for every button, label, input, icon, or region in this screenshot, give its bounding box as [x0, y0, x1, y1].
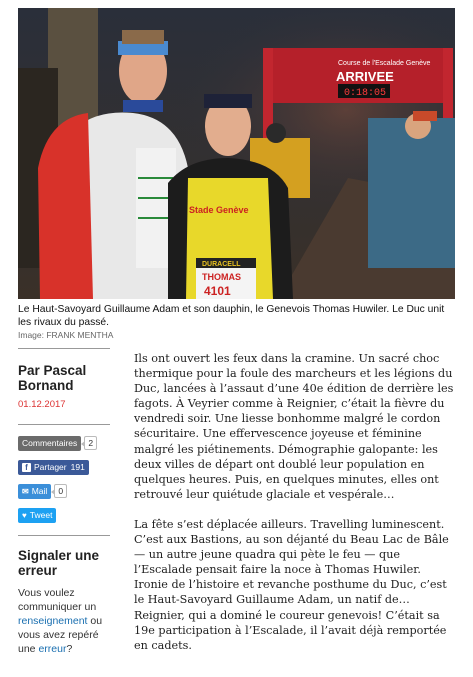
tweet-button[interactable] [18, 508, 56, 523]
comments-button[interactable]: Commentaires [18, 436, 81, 451]
timer-text: 0:18:05 [344, 88, 387, 99]
mail-button[interactable] [18, 484, 51, 499]
publish-date: 01.12.2017 [18, 399, 66, 410]
article-paragraph: La fête s’est déplacée ailleurs. Travelling luminescent. C’est aux Bastions, au son déjanté du Beau Lac de Bâle — un autre jeune quadra qui pète le feu — que l’Escalade pensait faire la noce à Thomas Huwiler. Ironie de l’histoire et revanche posthume du Duc, c’est le Haut-Savoyard Guillaume Adam, un natif de… Reignier, qui a dominé le coureur genevois! C’était sa 19e participation à l’Escalade, il l’avait déjà remportée en cadets. [134, 517, 449, 652]
bib-brand-text: DURACELL [202, 261, 241, 268]
sidebar-divider [18, 348, 110, 349]
photo-credit: Image: FRANK MENTHA [18, 330, 114, 340]
facebook-share-button[interactable] [18, 460, 89, 475]
comments-row [18, 435, 110, 451]
tweet-label: Tweet [29, 510, 53, 520]
article-paragraph: Ils ont ouvert les feux dans la cramine. Un sacré choc thermique pour la foule des marcheurs et les légions du Duc, lancées à l’assaut d’une 40e édition de derrière les fagots. À Veyrier comme à Reignier, c’était la fièvre du vendredi soir. Une liesse bonhomme malgré le cordon sécuritaire. Une effervescence joyeuse et féminine malgré les piétinements. Démographie galopante: les deux villes de départ ont doublé leur population en quelques heures. Puis, en quelques minutes, elles ont retrouvé leur quiétude glaciale et vespérale… [134, 352, 454, 501]
article-photo [18, 8, 455, 299]
report-text-part: ? [66, 643, 73, 655]
report-error-text [18, 586, 110, 656]
bib-number-text: 4101 [204, 284, 231, 298]
report-error-title: Signaler une erreur [18, 548, 100, 578]
article-sidebar [18, 348, 110, 656]
report-text-part: Vous voulez communiquer un [18, 587, 97, 613]
facebook-icon: f [22, 463, 31, 472]
tweet-row [18, 507, 110, 523]
twitter-bird-icon: ♥ [22, 510, 27, 520]
report-text-part: ou vous avez repéré une [18, 615, 103, 655]
bib-name-text: THOMAS [202, 272, 241, 282]
author-name: Par Pascal Bornand [18, 363, 87, 393]
banner-main-text: ARRIVEE [336, 69, 394, 84]
photo-caption: Le Haut-Savoyard Guillaume Adam et son dauphin, le Genevois Thomas Huwiler. Le Duc unit les rivaux du passé. [18, 304, 445, 328]
mail-label: Mail [31, 486, 48, 496]
runners-image [18, 8, 455, 299]
sidebar-divider [18, 535, 110, 536]
facebook-share-label: Partager [34, 462, 67, 472]
article-body [134, 351, 456, 668]
sidebar-divider [18, 424, 110, 425]
information-link[interactable]: renseignement [18, 615, 88, 627]
facebook-row [18, 459, 110, 475]
shirt-logo-text: Stade Genève [189, 205, 249, 215]
facebook-share-count: 191 [70, 462, 85, 472]
banner-top-text: Course de l'Escalade Genève [338, 60, 431, 67]
mail-row [18, 483, 110, 499]
comments-count: 2 [84, 436, 97, 450]
mail-icon: ✉ [22, 486, 29, 496]
mail-count: 0 [54, 484, 67, 498]
error-link[interactable]: erreur [38, 643, 67, 655]
